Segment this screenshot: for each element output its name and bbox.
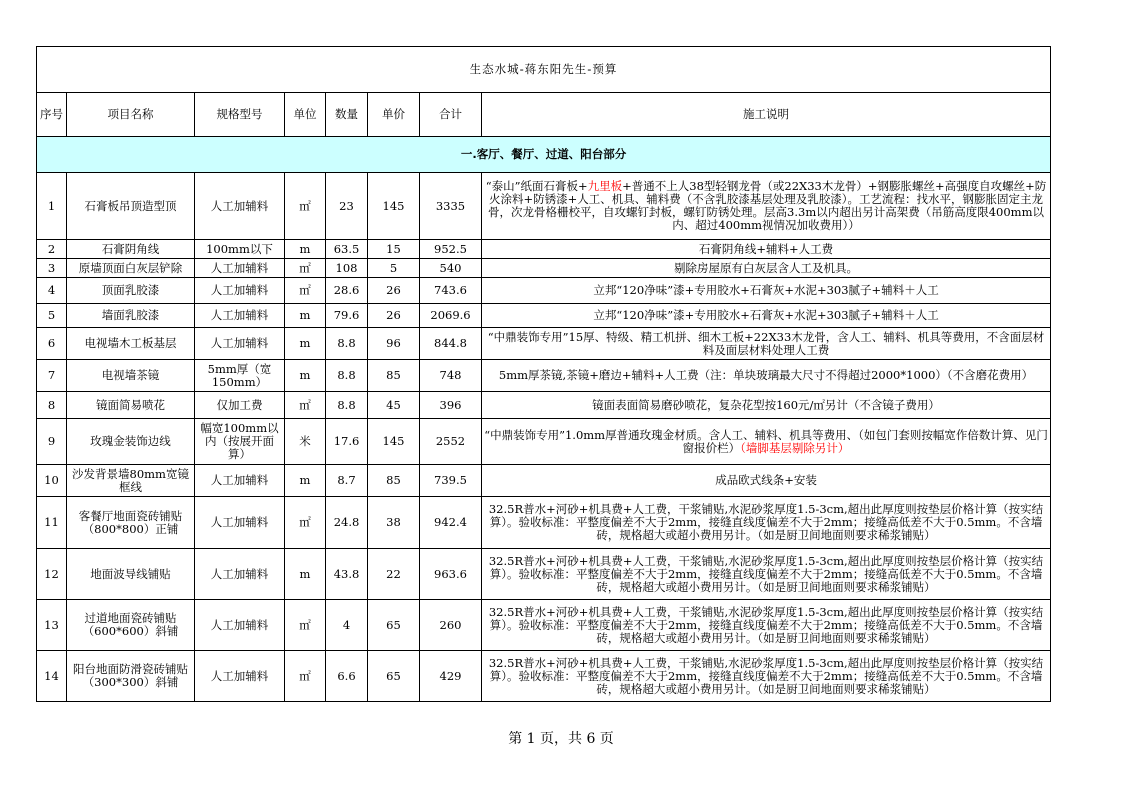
- cell-spec: 人工加辅料: [195, 465, 285, 497]
- table-row: [37, 360, 1051, 392]
- cell-qty: 17.6: [326, 419, 368, 465]
- cell-unit: ㎡: [285, 600, 326, 651]
- cell-total: 963.6: [420, 549, 482, 600]
- cell-unit: ㎡: [285, 392, 326, 419]
- header-seq: 序号: [37, 93, 67, 137]
- cell-unit: m: [285, 360, 326, 392]
- budget-table: [36, 46, 1051, 702]
- desc-text: 32.5R普水+河砂+机具费+人工费，干浆铺贴,水泥砂浆厚度1.5-3cm,超出此厚度则按垫层价格计算（按实结算）。验收标准：平整度偏差不大于2mm，接缝直线度偏差不大于2mm；接缝高低差不大于0.5mm。不含墙砖，规格超大或超小费用另计。（如是厨卫间地面则要求稀浆铺贴）: [488, 553, 1044, 594]
- cell-desc: [482, 278, 1051, 304]
- table-row: [37, 549, 1051, 600]
- cell-spec: 人工加辅料: [195, 328, 285, 360]
- cell-qty: 79.6: [326, 304, 368, 328]
- cell-total: 748: [420, 360, 482, 392]
- cell-spec: 人工加辅料: [195, 259, 285, 278]
- desc-text: +普通不上人38型轻钢龙骨（或22X33木龙骨）+钢膨胀螺丝+高强度自攻螺丝+防火涂料+防锈漆+人工、机具、辅料费（不含乳胶漆基层处理及乳胶漆）。工艺流程：找水平，钢膨胀固定主龙骨，次龙骨格栅校平，自攻螺钉封板，螺钉防锈处理。层高3.3m以内超出另计高架费（吊筋高度限400mm以内、超过400mm视情况加收费用））: [488, 179, 1047, 232]
- header-desc: 施工说明: [482, 93, 1051, 137]
- header-name: 项目名称: [67, 93, 195, 137]
- cell-name: 墙面乳胶漆: [67, 304, 195, 328]
- table-row: [37, 240, 1051, 259]
- cell-desc: [482, 240, 1051, 259]
- cell-price: 38: [368, 497, 420, 549]
- cell-total: 260: [420, 600, 482, 651]
- desc-text: “中鼎装饰专用”15厚、特级、精工机拼、细木工板+22X33木龙骨，含人工、辅料、机具等费用，不含面层材料及面层材料处理人工费: [487, 329, 1045, 357]
- cell-seq: 10: [37, 465, 67, 497]
- cell-total: 952.5: [420, 240, 482, 259]
- cell-total: 743.6: [420, 278, 482, 304]
- table-row: [37, 173, 1051, 240]
- cell-name: 电视墙茶镜: [67, 360, 195, 392]
- header-row: [37, 93, 1051, 137]
- desc-text: 成品欧式线条+安装: [715, 473, 817, 487]
- header-price: 单价: [368, 93, 420, 137]
- cell-qty: 8.8: [326, 328, 368, 360]
- cell-seq: 1: [37, 173, 67, 240]
- cell-unit: m: [285, 304, 326, 328]
- cell-seq: 13: [37, 600, 67, 651]
- cell-unit: ㎡: [285, 497, 326, 549]
- cell-unit: ㎡: [285, 173, 326, 240]
- cell-qty: 43.8: [326, 549, 368, 600]
- table-row: [37, 651, 1051, 702]
- cell-seq: 8: [37, 392, 67, 419]
- cell-name: 电视墙木工板基层: [67, 328, 195, 360]
- cell-desc: [482, 259, 1051, 278]
- cell-desc: [482, 392, 1051, 419]
- table-row: [37, 600, 1051, 651]
- cell-qty: 6.6: [326, 651, 368, 702]
- cell-desc: [482, 304, 1051, 328]
- desc-text: “中鼎装饰专用”1.0mm厚普通玫瑰金材质。含人工、辅料、机具等费用、（如包门套则按幅宽作倍数计算、见门窗报价栏）: [484, 427, 1048, 455]
- cell-desc: [482, 651, 1051, 702]
- cell-qty: 63.5: [326, 240, 368, 259]
- cell-spec: 5mm厚（宽150mm）: [195, 360, 285, 392]
- cell-qty: 8.8: [326, 392, 368, 419]
- sheet-title: 生态水城-蒋东阳先生-预算: [37, 47, 1051, 93]
- cell-name: 顶面乳胶漆: [67, 278, 195, 304]
- cell-qty: 8.8: [326, 360, 368, 392]
- cell-name: 石膏板吊顶造型顶: [67, 173, 195, 240]
- cell-name: 玫瑰金装饰边线: [67, 419, 195, 465]
- table-row: [37, 419, 1051, 465]
- cell-unit: m: [285, 465, 326, 497]
- cell-seq: 6: [37, 328, 67, 360]
- cell-total: 739.5: [420, 465, 482, 497]
- cell-seq: 12: [37, 549, 67, 600]
- desc-text: 石膏阴角线+辅料+人工费: [698, 241, 834, 256]
- cell-spec: 人工加辅料: [195, 173, 285, 240]
- cell-qty: 28.6: [326, 278, 368, 304]
- desc-text: 剔除房屋原有白灰层含人工及机具。: [674, 260, 859, 275]
- cell-seq: 7: [37, 360, 67, 392]
- cell-price: 22: [368, 549, 420, 600]
- header-unit: 单位: [285, 93, 326, 137]
- table-row: [37, 278, 1051, 304]
- cell-seq: 4: [37, 278, 67, 304]
- cell-spec: 人工加辅料: [195, 651, 285, 702]
- cell-price: 96: [368, 328, 420, 360]
- cell-spec: 人工加辅料: [195, 600, 285, 651]
- header-spec: 规格型号: [195, 93, 285, 137]
- cell-seq: 9: [37, 419, 67, 465]
- cell-name: 客餐厅地面瓷砖铺贴（800*800）正铺: [67, 497, 195, 549]
- cell-desc: [482, 419, 1051, 465]
- section-title: 一.客厅、餐厅、过道、阳台部分: [37, 137, 1051, 173]
- table-row: [37, 304, 1051, 328]
- cell-total: 429: [420, 651, 482, 702]
- cell-spec: 幅宽100mm以内（按展开面算）: [195, 419, 285, 465]
- page-footer: 第 1 页，共 6 页: [508, 731, 614, 747]
- cell-spec: 100mm以下: [195, 240, 285, 259]
- cell-price: 26: [368, 278, 420, 304]
- cell-price: 85: [368, 360, 420, 392]
- cell-qty: 108: [326, 259, 368, 278]
- desc-text: 镜面表面简易磨砂喷花，复杂花型按160元/㎡另计（不含镜子费用）: [592, 397, 940, 412]
- cell-name: 石膏阴角线: [67, 240, 195, 259]
- cell-qty: 4: [326, 600, 368, 651]
- cell-unit: m: [285, 549, 326, 600]
- cell-seq: 5: [37, 304, 67, 328]
- cell-price: 45: [368, 392, 420, 419]
- cell-price: 145: [368, 173, 420, 240]
- cell-unit: ㎡: [285, 278, 326, 304]
- cell-desc: [482, 465, 1051, 497]
- cell-name: 过道地面瓷砖铺贴（600*600）斜铺: [67, 600, 195, 651]
- desc-text: （墙脚基层剔除另计）: [740, 440, 850, 455]
- cell-price: 15: [368, 240, 420, 259]
- cell-seq: 2: [37, 240, 67, 259]
- cell-spec: 人工加辅料: [195, 549, 285, 600]
- cell-spec: 仅加工费: [195, 392, 285, 419]
- cell-price: 65: [368, 651, 420, 702]
- cell-desc: [482, 600, 1051, 651]
- desc-text: 九里板: [587, 179, 623, 193]
- table-row: [37, 465, 1051, 497]
- cell-spec: 人工加辅料: [195, 278, 285, 304]
- cell-price: 65: [368, 600, 420, 651]
- cell-name: 地面波导线铺贴: [67, 549, 195, 600]
- cell-name: 原墙顶面白灰层铲除: [67, 259, 195, 278]
- desc-text: 32.5R普水+河砂+机具费+人工费，干浆铺贴,水泥砂浆厚度1.5-3cm,超出此厚度则按垫层价格计算（按实结算）。验收标准：平整度偏差不大于2mm，接缝直线度偏差不大于2mm；接缝高低差不大于0.5mm。不含墙砖，规格超大或超小费用另计。（如是厨卫间地面则要求稀浆铺贴）: [488, 604, 1044, 645]
- header-qty: 数量: [326, 93, 368, 137]
- cell-name: 沙发背景墙80mm宽镜框线: [67, 465, 195, 497]
- cell-desc: [482, 173, 1051, 240]
- table-row: [37, 392, 1051, 419]
- cell-total: 2552: [420, 419, 482, 465]
- section-row: [37, 137, 1051, 173]
- cell-desc: [482, 497, 1051, 549]
- cell-price: 145: [368, 419, 420, 465]
- cell-qty: 23: [326, 173, 368, 240]
- table-row: [37, 328, 1051, 360]
- table-row: [37, 497, 1051, 549]
- cell-unit: 米: [285, 419, 326, 465]
- cell-total: 396: [420, 392, 482, 419]
- header-total: 合计: [420, 93, 482, 137]
- desc-text: 32.5R普水+河砂+机具费+人工费，干浆铺贴,水泥砂浆厚度1.5-3cm,超出此厚度则按垫层价格计算（按实结算）。验收标准：平整度偏差不大于2mm，接缝直线度偏差不大于2mm；接缝高低差不大于0.5mm。不含墙砖，规格超大或超小费用另计。（如是厨卫间地面则要求稀浆铺贴）: [488, 655, 1044, 696]
- cell-seq: 14: [37, 651, 67, 702]
- cell-qty: 8.7: [326, 465, 368, 497]
- cell-total: 540: [420, 259, 482, 278]
- cell-total: 3335: [420, 173, 482, 240]
- desc-text: 32.5R普水+河砂+机具费+人工费，干浆铺贴,水泥砂浆厚度1.5-3cm,超出此厚度则按垫层价格计算（按实结算）。验收标准：平整度偏差不大于2mm，接缝直线度偏差不大于2mm；接缝高低差不大于0.5mm。不含墙砖，规格超大或超小费用另计。（如是厨卫间地面则要求稀浆铺贴）: [488, 502, 1044, 542]
- table-row: [37, 259, 1051, 278]
- title-row: [37, 47, 1051, 93]
- cell-unit: m: [285, 328, 326, 360]
- cell-seq: 3: [37, 259, 67, 278]
- cell-seq: 11: [37, 497, 67, 549]
- cell-unit: m: [285, 240, 326, 259]
- cell-total: 2069.6: [420, 304, 482, 328]
- cell-price: 5: [368, 259, 420, 278]
- desc-text: “泰山”纸面石膏板+: [485, 179, 588, 193]
- cell-unit: ㎡: [285, 651, 326, 702]
- cell-desc: [482, 328, 1051, 360]
- cell-qty: 24.8: [326, 497, 368, 549]
- cell-unit: ㎡: [285, 259, 326, 278]
- cell-price: 85: [368, 465, 420, 497]
- cell-name: 阳台地面防滑瓷砖铺贴（300*300）斜铺: [67, 651, 195, 702]
- cell-desc: [482, 549, 1051, 600]
- cell-name: 镜面简易喷花: [67, 392, 195, 419]
- cell-desc: [482, 360, 1051, 392]
- cell-price: 26: [368, 304, 420, 328]
- desc-text: 立邦“120净味”漆+专用胶水+石膏灰+水泥+303腻子+辅料＋人工: [593, 283, 939, 297]
- cell-total: 942.4: [420, 497, 482, 549]
- cell-spec: 人工加辅料: [195, 497, 285, 549]
- cell-spec: 人工加辅料: [195, 304, 285, 328]
- desc-text: 5mm厚茶镜,茶镜+磨边+辅料+人工费（注：单块玻璃最大尺寸不得超过2000*1000）（不含磨花费用）: [498, 368, 1034, 382]
- desc-text: 立邦“120净味”漆+专用胶水+石膏灰+水泥+303腻子+辅料＋人工: [593, 308, 939, 322]
- cell-total: 844.8: [420, 328, 482, 360]
